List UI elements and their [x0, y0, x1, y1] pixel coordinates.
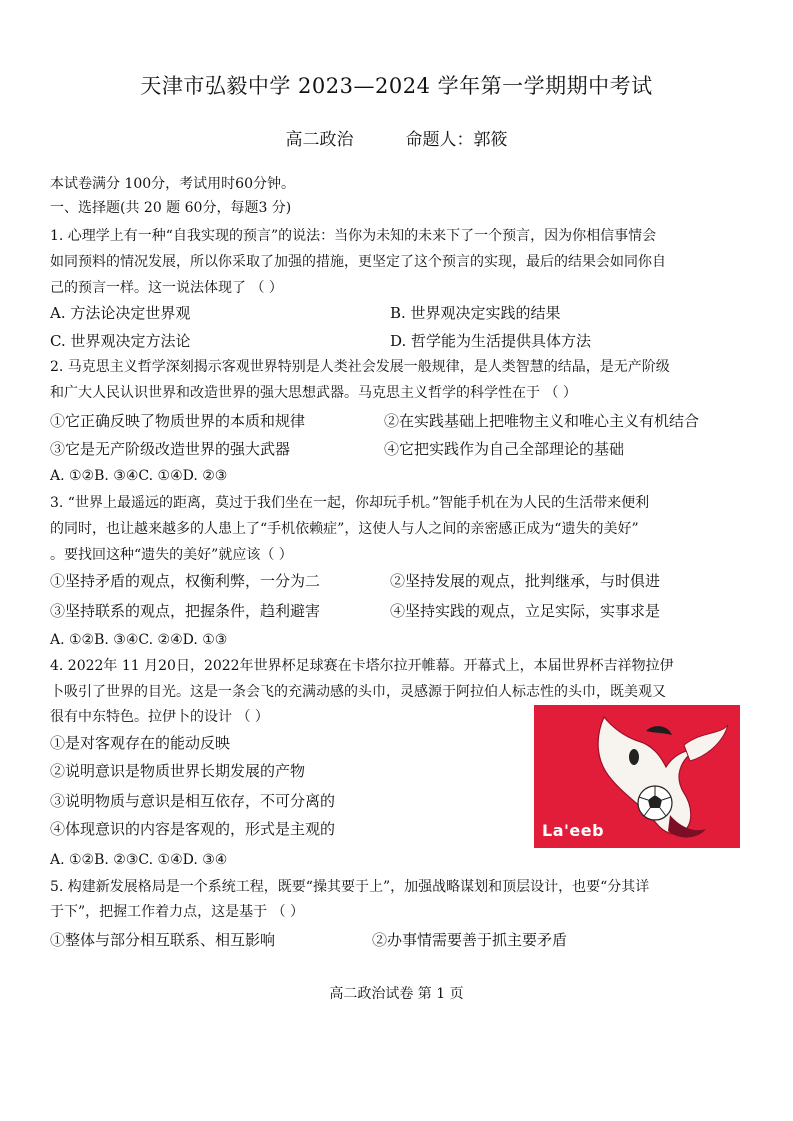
- q4-statement-3: ③说明物质与意识是相互依存，不可分离的: [50, 792, 336, 810]
- q4-line-1: 4. 2022年 11 月20日，2022年世界杯足球赛在卡塔尔拉开帷幕。开幕式上，本届世界杯吉祥物拉伊: [50, 658, 674, 674]
- q2-statement-2: ②在实践基础上把唯物主义和唯心主义有机结合: [384, 412, 700, 430]
- exam-info: 本试卷满分 100分，考试用时60分钟。: [50, 176, 295, 192]
- q3-line-1: 3. “世界上最遥远的距离，莫过于我们坐在一起，你却玩手机。”智能手机在为人民的生活带来便利: [50, 495, 650, 511]
- q2-line-2: 和广大人民认识世界和改造世界的强大思想武器。马克思主义哲学的科学性在于 （ ）: [50, 385, 577, 401]
- q2-answers: A. ①②B. ③④C. ①④D. ②③: [50, 468, 228, 484]
- laeeb-mascot-image: [534, 705, 740, 848]
- q1-option-b: B. 世界观决定实践的结果: [390, 304, 561, 322]
- q4-answers: A. ①②B. ②③C. ①④D. ③④: [50, 852, 228, 868]
- q1-line-2: 如同预料的情况发展，所以你采取了加强的措施，更坚定了这个预言的实现，最后的结果会如同你自: [50, 254, 666, 270]
- q3-line-3: 。要找回这种“遗失的美好”就应该（ ）: [50, 547, 293, 563]
- q4-statement-2: ②说明意识是物质世界长期发展的产物: [50, 762, 306, 780]
- q4-statement-1: ①是对客观存在的能动反映: [50, 734, 231, 752]
- subject-label: 高二政治: [285, 130, 354, 150]
- q1-option-a: A. 方法论决定世界观: [50, 304, 191, 322]
- page-footer: 高二政治试卷 第 1 页: [329, 986, 464, 1002]
- exam-title: 天津市弘毅中学 2023—2024 学年第一学期期中考试: [140, 74, 653, 98]
- q3-statement-4: ④坚持实践的观点，立足实际，实事求是: [390, 602, 661, 620]
- author-label: 命题人：郭筱: [405, 130, 508, 150]
- q2-statement-4: ④它把实践作为自己全部理论的基础: [384, 440, 625, 458]
- q2-statement-1: ①它正确反映了物质世界的本质和规律: [50, 412, 306, 430]
- q3-answers: A. ①②B. ③④C. ②④D. ①③: [50, 632, 228, 648]
- q1-line-3: 己的预言一样。这一说法体现了 （ ）: [50, 280, 283, 296]
- q3-statement-2: ②坚持发展的观点，批判继承，与时俱进: [390, 572, 661, 590]
- q5-line-2: 于下”，把握工作着力点，这是基于 （ ）: [50, 904, 305, 920]
- q3-line-2: 的同时，也让越来越多的人患上了“手机依赖症”，这使人与人之间的亲密感正成为“遗失的美好”: [50, 521, 639, 537]
- exam-subtitle: [0, 125, 793, 150]
- mascot-caption: La'eeb: [542, 821, 605, 840]
- q5-statement-2: ②办事情需要善于抓主要矛盾: [372, 931, 568, 949]
- q1-line-1: 1. 心理学上有一种“自我实现的预言”的说法：当你为未知的未来下了一个预言，因为你相信事情会: [50, 228, 657, 244]
- q2-statement-3: ③它是无产阶级改造世界的强大武器: [50, 440, 291, 458]
- q1-option-c: C. 世界观决定方法论: [50, 332, 191, 350]
- q3-statement-1: ①坚持矛盾的观点，权衡利弊，一分为二: [50, 572, 321, 590]
- q5-line-1: 5. 构建新发展格局是一个系统工程，既要“操其要于上”，加强战略谋划和顶层设计，也要“分其详: [50, 879, 650, 895]
- q5-statement-1: ①整体与部分相互联系、相互影响: [50, 931, 276, 949]
- q1-option-d: D. 哲学能为生活提供具体方法: [390, 332, 592, 350]
- q4-line-3: 很有中东特色。拉伊卜的设计 （ ）: [50, 709, 269, 725]
- q2-line-1: 2. 马克思主义哲学深刻揭示客观世界特别是人类社会发展一般规律，是人类智慧的结晶，是无产阶级: [50, 359, 670, 375]
- section-heading: 一、选择题(共 20 题 60分，每题3 分): [50, 200, 292, 216]
- q3-statement-3: ③坚持联系的观点，把握条件，趋利避害: [50, 602, 321, 620]
- q4-statement-4: ④体现意识的内容是客观的，形式是主观的: [50, 820, 336, 838]
- q4-line-2: 卜吸引了世界的目光。这是一条会飞的充满动感的头巾，灵感源于阿拉伯人标志性的头巾，既美观又: [50, 684, 666, 700]
